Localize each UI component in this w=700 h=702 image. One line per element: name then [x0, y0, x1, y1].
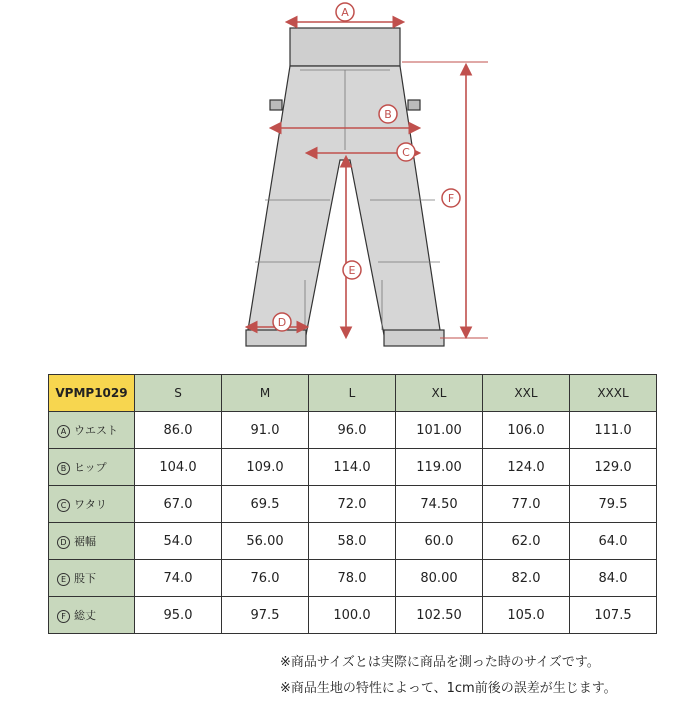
marker-badge: B [57, 462, 70, 475]
table-cell: 74.0 [135, 560, 222, 597]
table-cell: 97.5 [222, 597, 309, 634]
table-cell: 60.0 [396, 523, 483, 560]
marker-e [343, 261, 361, 279]
row-label-text: ウエスト [74, 424, 118, 437]
size-header-row [49, 375, 657, 412]
row-label [49, 486, 135, 523]
row-label [49, 412, 135, 449]
row-label [49, 560, 135, 597]
table-cell: 100.0 [309, 597, 396, 634]
marker-badge: C [57, 499, 70, 512]
table-cell: 58.0 [309, 523, 396, 560]
table-cell: 119.00 [396, 449, 483, 486]
table-cell: 54.0 [135, 523, 222, 560]
marker-badge: F [57, 610, 70, 623]
table-cell: 67.0 [135, 486, 222, 523]
svg-text:F: F [447, 192, 455, 205]
row-label [49, 523, 135, 560]
table-cell: 109.0 [222, 449, 309, 486]
note-line: ※商品サイズとは実際に商品を測った時のサイズです。 [280, 655, 600, 670]
table-cell: 114.0 [309, 449, 396, 486]
marker-c [397, 143, 415, 161]
table-cell: 101.00 [396, 412, 483, 449]
table-cell: 129.0 [570, 449, 657, 486]
note-line: ※商品生地の特性によって、1cm前後の誤差が生じます。 [280, 681, 617, 696]
table-cell: 77.0 [483, 486, 570, 523]
svg-text:E: E [348, 264, 356, 277]
svg-text:A: A [341, 6, 349, 19]
table-cell: 124.0 [483, 449, 570, 486]
table-row [49, 560, 657, 597]
row-label-text: ヒップ [74, 461, 107, 474]
table-cell: 84.0 [570, 560, 657, 597]
table-cell: 106.0 [483, 412, 570, 449]
row-label-text: ワタリ [74, 498, 107, 511]
size-table [48, 374, 657, 634]
table-cell: 62.0 [483, 523, 570, 560]
table-row [49, 597, 657, 634]
model-number: VPMP1029 [49, 375, 135, 412]
table-row [49, 523, 657, 560]
marker-badge: E [57, 573, 70, 586]
table-cell: 79.5 [570, 486, 657, 523]
table-cell: 78.0 [309, 560, 396, 597]
notes [280, 650, 617, 702]
size-header: M [222, 375, 309, 412]
size-header: S [135, 375, 222, 412]
marker-a [336, 3, 354, 21]
table-row [49, 449, 657, 486]
table-cell: 56.00 [222, 523, 309, 560]
table-row [49, 412, 657, 449]
size-header: L [309, 375, 396, 412]
table-cell: 107.5 [570, 597, 657, 634]
row-label [49, 449, 135, 486]
marker-badge: A [57, 425, 70, 438]
table-cell: 91.0 [222, 412, 309, 449]
table-row [49, 486, 657, 523]
table-cell: 102.50 [396, 597, 483, 634]
table-cell: 80.00 [396, 560, 483, 597]
size-header: XXXL [570, 375, 657, 412]
size-header: XL [396, 375, 483, 412]
table-cell: 111.0 [570, 412, 657, 449]
size-header: XXL [483, 375, 570, 412]
table-cell: 74.50 [396, 486, 483, 523]
row-label-text: 裾幅 [74, 535, 96, 548]
table-cell: 86.0 [135, 412, 222, 449]
table-cell: 82.0 [483, 560, 570, 597]
table-cell: 104.0 [135, 449, 222, 486]
table-cell: 96.0 [309, 412, 396, 449]
svg-text:D: D [277, 316, 287, 329]
table-cell: 69.5 [222, 486, 309, 523]
row-label-text: 総丈 [74, 609, 96, 622]
row-label [49, 597, 135, 634]
table-cell: 76.0 [222, 560, 309, 597]
svg-text:B: B [384, 108, 392, 121]
table-cell: 105.0 [483, 597, 570, 634]
marker-d [273, 313, 291, 331]
table-cell: 95.0 [135, 597, 222, 634]
table-cell: 64.0 [570, 523, 657, 560]
svg-text:C: C [402, 146, 410, 159]
marker-b [379, 105, 397, 123]
marker-f [442, 189, 460, 207]
row-label-text: 股下 [74, 572, 96, 585]
marker-badge: D [57, 536, 70, 549]
table-cell: 72.0 [309, 486, 396, 523]
